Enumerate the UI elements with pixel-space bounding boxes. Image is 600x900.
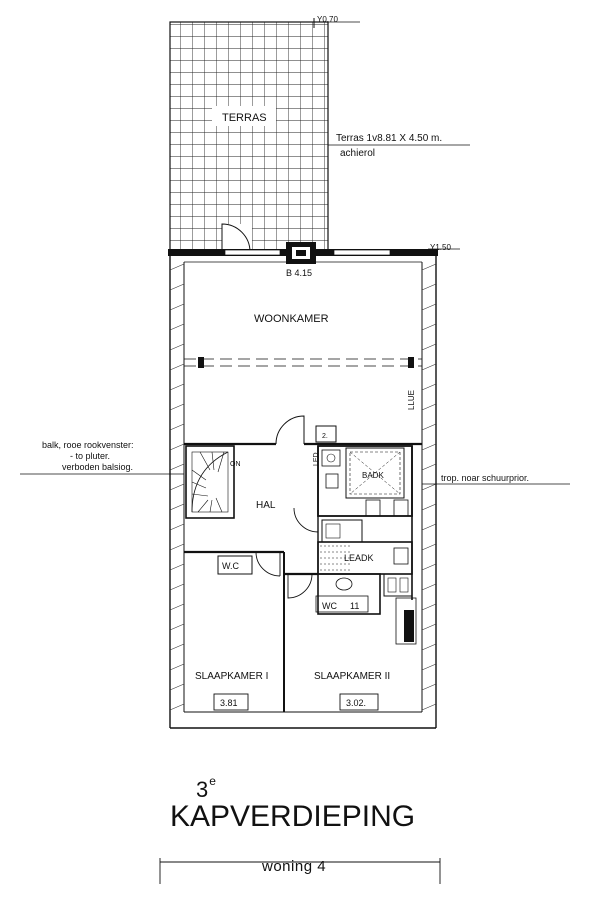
led-label: LED	[313, 452, 320, 466]
stair-on-label: ON	[230, 461, 241, 468]
hal-label: HAL	[256, 500, 276, 511]
wc-right-sub-label: 11	[350, 601, 360, 611]
utility-box	[316, 426, 336, 442]
bedroom-dimensions	[214, 694, 378, 710]
page-subtitle: woning 4	[262, 858, 327, 875]
elevation-marker-right	[428, 243, 460, 252]
terras-label: TERRAS	[222, 112, 267, 124]
vertical-label: LLUE	[407, 389, 416, 410]
note-line-3: verboden balsiog.	[62, 462, 134, 472]
dim1-label: 3.81	[220, 698, 238, 708]
heater-block	[396, 598, 416, 644]
woonkamer-label: WOONKAMER	[254, 313, 329, 325]
wc-left-label: W.C	[222, 561, 239, 571]
utility-box-label: 2.	[322, 433, 328, 440]
elevation-marker-top	[306, 15, 360, 28]
slaapkamer2-label: SLAAPKAMER II	[314, 671, 391, 682]
terrace-dimension-note	[328, 133, 470, 159]
floor-level-number: 3	[196, 777, 209, 802]
floor-level	[196, 774, 216, 803]
stair-note-label: trop. noar schuurprior.	[441, 473, 530, 483]
stair-note	[422, 473, 570, 484]
note-line-1: balk, rooe rookvenster:	[42, 440, 134, 450]
floor-level-suffix: e	[209, 774, 216, 788]
dashed-beam	[184, 357, 422, 368]
bathroom-door	[294, 500, 318, 532]
wc-right-label: WC	[322, 601, 337, 611]
floor-outline	[170, 256, 436, 728]
terras-dim-label: Terras 1v8.81 X 4.50 m.	[336, 133, 443, 144]
staircase	[186, 446, 241, 518]
page-title: KAPVERDIEPING	[170, 800, 416, 833]
bathroom-block	[313, 446, 412, 600]
badk-label: BADK	[362, 471, 384, 480]
terrace	[170, 22, 328, 252]
terras-sub-label: achierol	[340, 148, 376, 159]
slaapkamer1-label: SLAAPKAMER I	[195, 671, 269, 682]
beam-note	[20, 440, 184, 474]
leadk-room	[318, 542, 412, 574]
beam-label: B 4.15	[286, 268, 313, 278]
wc-right	[316, 574, 412, 614]
dim2-label: 3.02.	[346, 698, 367, 708]
hall-door-swing	[276, 416, 304, 444]
elevation-top-label: Y0.70	[317, 15, 338, 24]
wc-left	[218, 556, 252, 574]
leadk-label: LEADK	[344, 553, 374, 563]
note-line-2: - to pluter.	[70, 451, 111, 461]
hall-partition	[184, 416, 422, 448]
elevation-wall-label: Y1.50	[430, 243, 451, 252]
